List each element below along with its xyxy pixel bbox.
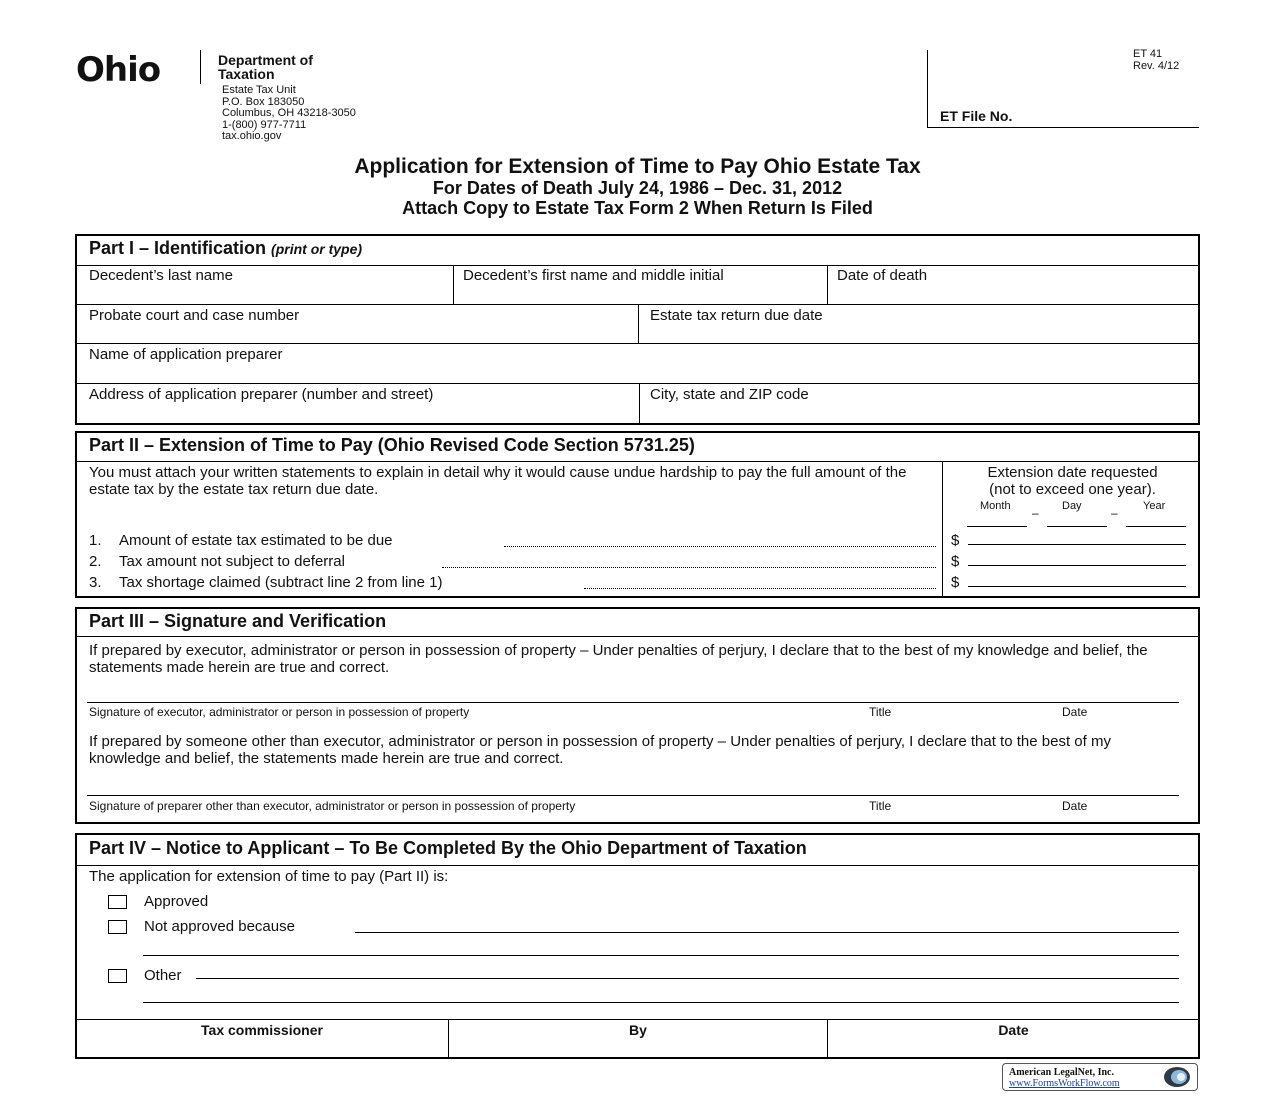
by-label: By xyxy=(629,1022,647,1038)
legalnet-url[interactable]: www.FormsWorkFlow.com xyxy=(1009,1078,1120,1089)
preparer-title-label: Title xyxy=(869,799,892,813)
extension-date-label: Extension date requested (not to exceed one year). xyxy=(987,464,1158,498)
not-approved-label: Not approved because xyxy=(144,918,295,935)
line2-amount-input[interactable] xyxy=(968,553,1186,566)
month-input[interactable] xyxy=(967,514,1027,527)
preparer-signature-label: Signature of preparer other than executor, administrator or person in possession of property xyxy=(89,799,576,813)
line3-label: Tax shortage claimed (subtract line 2 from line 1) xyxy=(119,574,443,591)
part3-header: Part III – Signature and Verification xyxy=(89,611,387,631)
other-checkbox[interactable] xyxy=(108,969,127,983)
field-preparer-address[interactable]: Address of application preparer (number and street) xyxy=(89,386,434,403)
line2-label: Tax amount not subject to deferral xyxy=(119,553,345,570)
executor-signature-label: Signature of executor, administrator or person in possession of property xyxy=(89,705,470,719)
field-date-of-death[interactable]: Date of death xyxy=(837,267,928,284)
line1-amount-input[interactable] xyxy=(968,532,1186,545)
department-address: Estate Tax Unit P.O. Box 183050 Columbus, OH 43218-3050 1-(800) 977-7711 tax.ohio.gov xyxy=(222,84,356,143)
form-id: ET 41 Rev. 4/12 xyxy=(1133,48,1180,72)
ohio-logo: Ohio xyxy=(76,50,161,90)
approved-label: Approved xyxy=(144,893,209,910)
form-title: Application for Extension of Time to Pay Ohio Estate Tax xyxy=(354,155,921,178)
form-subtitle-attach: Attach Copy to Estate Tax Form 2 When Return Is Filed xyxy=(402,198,873,218)
other-label: Other xyxy=(144,967,182,984)
department-name: Department of Taxation xyxy=(218,52,313,82)
commissioner-date-label: Date xyxy=(998,1022,1029,1038)
year-label: Year xyxy=(1143,500,1166,512)
day-label: Day xyxy=(1062,500,1082,512)
file-number-label: ET File No. xyxy=(940,108,1013,124)
line3-currency: $ xyxy=(951,574,960,591)
day-input[interactable] xyxy=(1047,514,1107,527)
year-input[interactable] xyxy=(1126,514,1186,527)
approved-checkbox[interactable] xyxy=(108,895,127,909)
month-label: Month xyxy=(980,500,1011,512)
field-decedent-first-name[interactable]: Decedent’s first name and middle initial xyxy=(463,267,724,284)
field-city-state-zip[interactable]: City, state and ZIP code xyxy=(650,386,809,403)
executor-date-label: Date xyxy=(1062,705,1088,719)
line3-amount-input[interactable] xyxy=(968,574,1186,587)
line1-currency: $ xyxy=(951,532,960,549)
executor-signature-line[interactable] xyxy=(87,690,1179,703)
legalnet-name: American LegalNet, Inc. xyxy=(1009,1067,1114,1078)
tax-commissioner-label: Tax commissioner xyxy=(201,1022,323,1038)
not-approved-checkbox[interactable] xyxy=(108,920,127,934)
preparer-date-label: Date xyxy=(1062,799,1088,813)
part3-declaration-preparer: If prepared by someone other than executor, administrator or person in possession of property – Under penalties of perjury, I declare that to the best of my knowledge and belief, the statements made herein are true and correct. xyxy=(89,733,1111,767)
preparer-signature-line[interactable] xyxy=(87,783,1179,796)
part4-intro: The application for extension of time to pay (Part II) is: xyxy=(89,868,449,885)
part4-header: Part IV – Notice to Applicant – To Be Completed By the Ohio Department of Taxation xyxy=(89,838,807,858)
line1-number: 1. xyxy=(89,532,102,549)
part2-header: Part II – Extension of Time to Pay (Ohio Revised Code Section 5731.25) xyxy=(89,435,695,455)
logo-divider xyxy=(200,50,201,84)
other-reason-line1[interactable] xyxy=(196,966,1179,979)
part2-instructions: You must attach your written statements to explain in detail why it would cause undue hardship to pay the full amount of the estate tax by the estate tax return due date. xyxy=(89,464,907,498)
field-probate-court[interactable]: Probate court and case number xyxy=(89,307,300,324)
executor-title-label: Title xyxy=(869,705,892,719)
part3-declaration-executor: If prepared by executor, administrator or person in possession of property – Under penalties of perjury, I declare that to the best of my knowledge and belief, the statements made herein are true and correct. xyxy=(89,642,1148,676)
line3-number: 3. xyxy=(89,574,102,591)
field-decedent-last-name[interactable]: Decedent’s last name xyxy=(89,267,233,284)
not-approved-reason-line2[interactable] xyxy=(143,943,1179,956)
field-preparer-name[interactable]: Name of application preparer xyxy=(89,346,283,363)
globe-icon xyxy=(1161,1066,1193,1088)
line2-currency: $ xyxy=(951,553,960,570)
other-reason-line2[interactable] xyxy=(143,990,1179,1003)
field-return-due-date[interactable]: Estate tax return due date xyxy=(650,307,823,324)
not-approved-reason-line1[interactable] xyxy=(355,920,1179,933)
form-subtitle-dates: For Dates of Death July 24, 1986 – Dec. 31, 2012 xyxy=(432,178,843,198)
part1-header: Part I – Identification (print or type) xyxy=(89,238,363,258)
line2-number: 2. xyxy=(89,553,102,570)
line1-label: Amount of estate tax estimated to be due xyxy=(119,532,393,549)
